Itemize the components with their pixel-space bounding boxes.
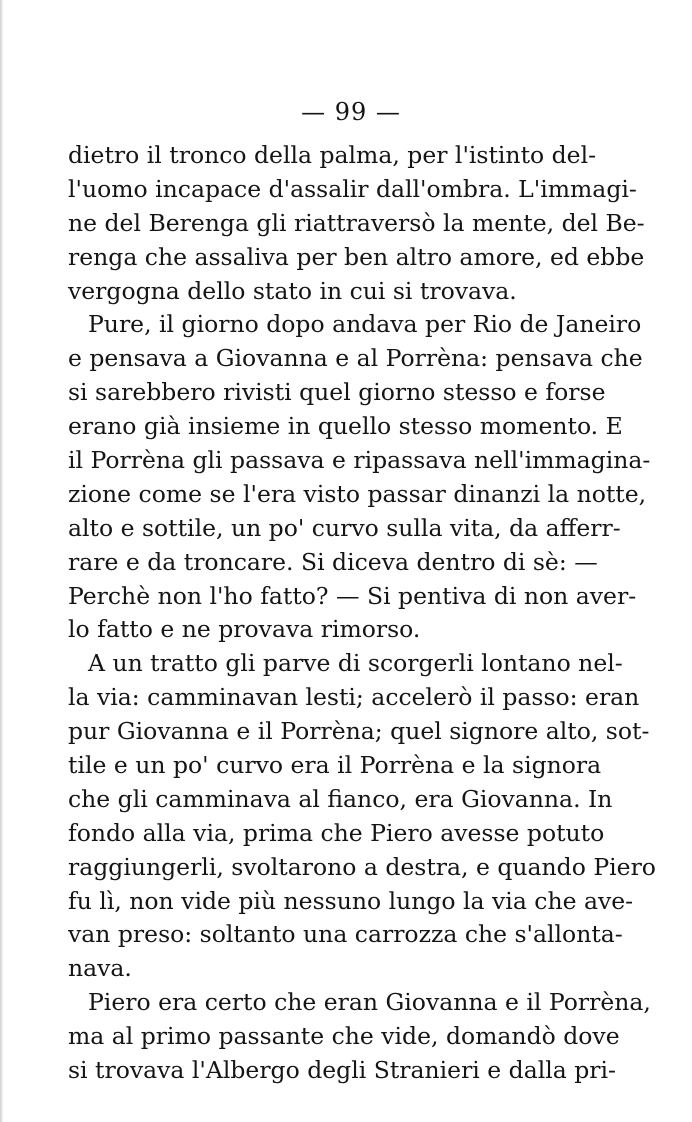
text-line: Pure, il giorno dopo andava per Rio de Janeiro	[88, 310, 642, 339]
text-line: fu lì, non vide più nessuno lungo la via che ave-	[68, 886, 634, 915]
text-line: zione come se l'era visto passar dinanzi la notte,	[68, 479, 647, 508]
text-line: van preso: soltanto una carrozza che s'allonta-	[68, 920, 623, 949]
text-line: si trovava l'Albergo degli Stranieri e dalla pri-	[68, 1056, 616, 1085]
text-line: si sarebbero rivisti quel giorno stesso e forse	[68, 378, 606, 407]
text-line: A un tratto gli parve di scorgerli lontano nel-	[88, 649, 623, 678]
text-line: alto e sottile, un po' curvo sulla vita, da afferr-	[68, 513, 621, 542]
text-line: vergogna dello stato in cui si trovava.	[68, 276, 517, 305]
body-text	[68, 139, 656, 1088]
text-line: ma al primo passante che vide, domandò dove	[68, 1022, 620, 1051]
text-line: pur Giovanna e il Porrèna; quel signore alto, sot-	[68, 717, 650, 746]
text-line: lo fatto e ne provava rimorso.	[68, 615, 421, 644]
text-line: Piero era certo che eran Giovanna e il Porrèna,	[88, 988, 651, 1017]
text-line: fondo alla via, prima che Piero avesse potuto	[68, 818, 605, 847]
text-line: ne del Berenga gli riattraversò la mente, del Be-	[68, 208, 645, 237]
text-line: raggiungerli, svoltarono a destra, e quando Piero	[68, 852, 656, 881]
text-line: l'uomo incapace d'assalir dall'ombra. L'immagi-	[68, 174, 637, 203]
text-line: renga che assaliva per ben altro amore, ed ebbe	[68, 242, 645, 271]
text-line: nava.	[68, 954, 132, 983]
text-line: che gli camminava al fianco, era Giovanna. In	[68, 784, 613, 813]
text-line: Perchè non l'ho fatto? — Si pentiva di non aver-	[68, 581, 637, 610]
text-line: dietro il tronco della palma, per l'istinto del-	[68, 141, 597, 169]
page-number: — 99 —	[301, 98, 401, 126]
text-line: erano già insieme in quello stesso momento. E	[68, 412, 623, 441]
page-spine-shadow	[0, 0, 3, 1122]
text-line: la via: camminavan lesti; accelerò il passo: eran	[68, 683, 640, 712]
text-line: e pensava a Giovanna e al Porrèna: pensava che	[68, 344, 643, 373]
text-line: tile e un po' curvo era il Porrèna e la signora	[68, 751, 602, 780]
text-line: il Porrèna gli passava e ripassava nell'immagina-	[68, 446, 651, 475]
text-line: rare e da troncare. Si diceva dentro di sè: —	[68, 547, 598, 576]
